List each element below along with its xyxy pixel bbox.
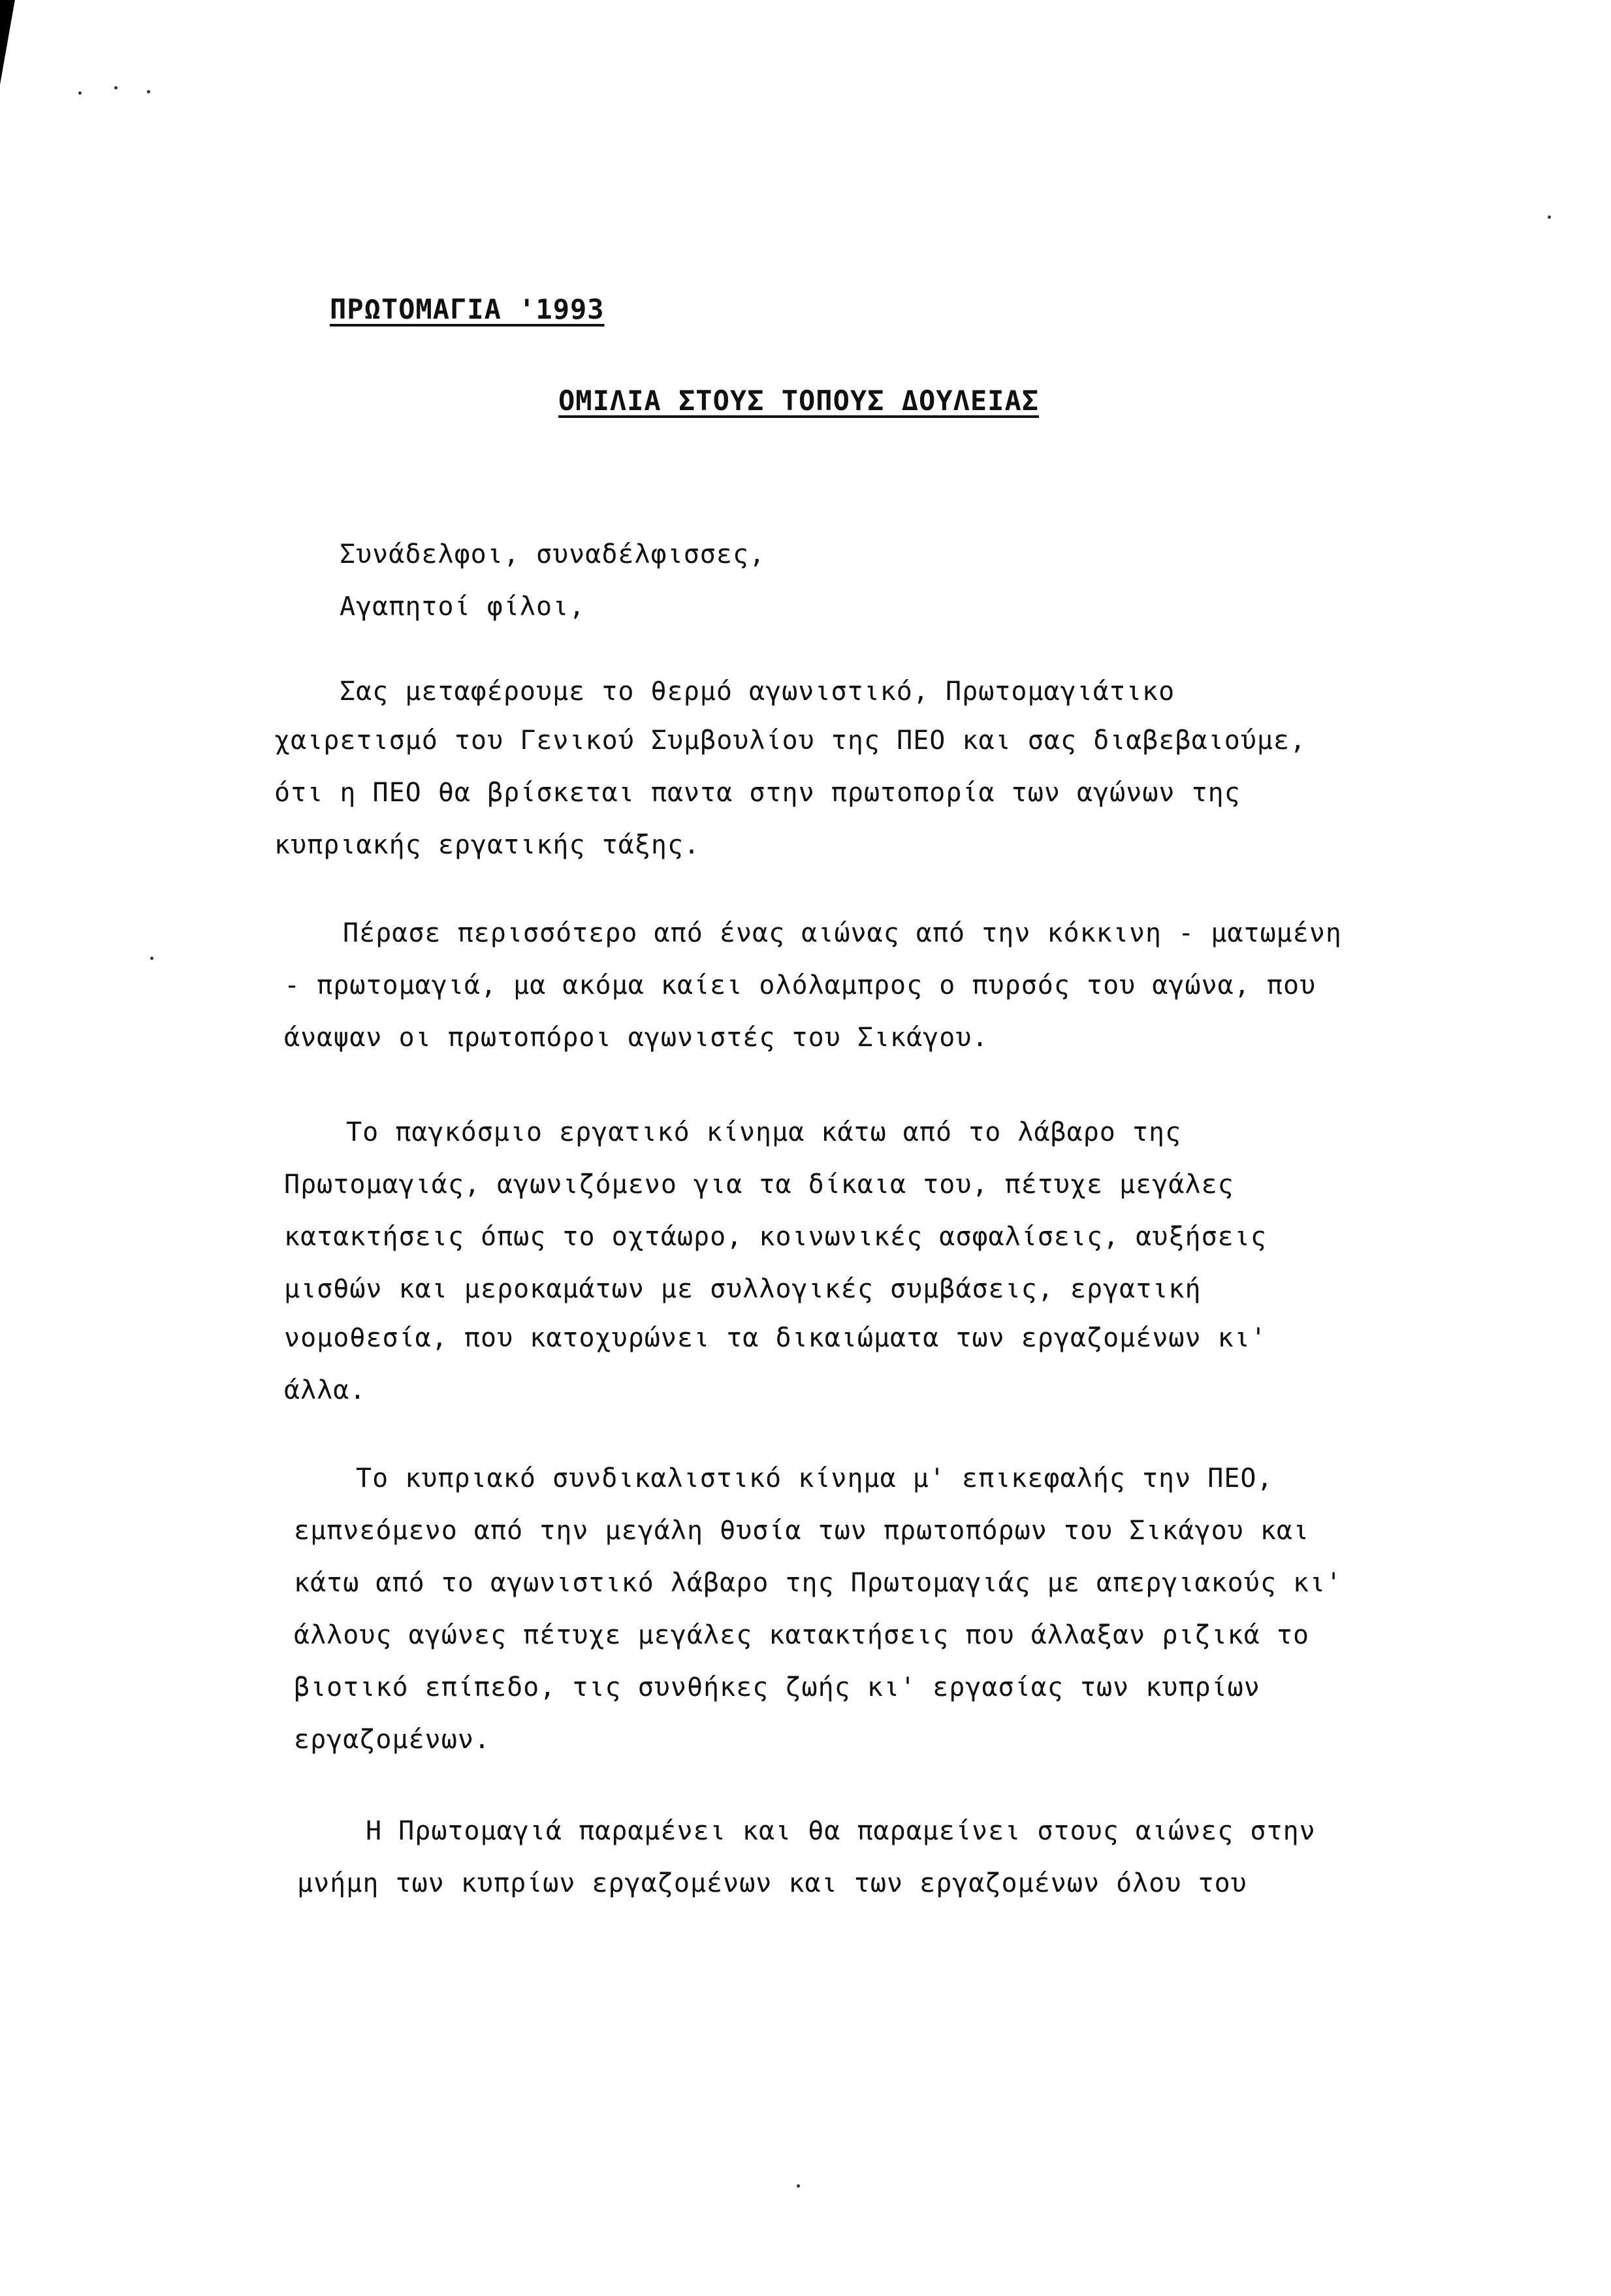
scan-speck — [78, 91, 82, 95]
document-title: ΠΡΩΤΟΜΑΓΙΑ '1993 — [330, 293, 605, 325]
scan-edge-shadow — [0, 0, 20, 98]
paragraph-line: Η Πρωτομαγιά παραμένει και θα παραμείνει στους αιώνες στην — [366, 1816, 1316, 1846]
paragraph-line: κάτω από το αγωνιστικό λάβαρο της Πρωτομαγιάς με απεργιακούς κι' — [294, 1568, 1343, 1598]
paragraph-line: άλλους αγώνες πέτυχε μεγάλες κατακτήσεις που άλλαξαν ριζικά το — [294, 1620, 1310, 1650]
paragraph-line: - πρωτομαγιά, μα ακόμα καίει ολόλαμπρος ο πυρσός του αγώνα, που — [284, 970, 1316, 1000]
paragraph-line: Το κυπριακό συνδικαλιστικό κίνημα μ' επικεφαλής την ΠΕΟ, — [356, 1463, 1273, 1493]
paragraph-line: Πέρασε περισσότερο από ένας αιώνας από την κόκκινη - ματωμένη — [343, 918, 1343, 948]
scan-speck — [150, 957, 153, 960]
paragraph-line: κατακτήσεις όπως το οχτάωρο, κοινωνικές ασφαλίσεις, αυξήσεις — [284, 1222, 1267, 1252]
scan-speck — [797, 2184, 800, 2188]
paragraph-line: μνήμη των κυπρίων εργαζομένων και των εργαζομένων όλου του — [297, 1868, 1247, 1898]
paragraph-line: άναψαν οι πρωτοπόροι αγωνιστές του Σικάγου. — [284, 1023, 989, 1053]
greeting-line: Συνάδελφοι, συναδέλφισσες, — [340, 539, 766, 569]
document-subtitle: ΟΜΙΛΙΑ ΣΤΟΥΣ ΤΟΠΟΥΣ ΔΟΥΛΕΙΑΣ — [558, 385, 1040, 417]
paragraph-line: άλλα. — [284, 1375, 366, 1405]
paragraph-line: ότι η ΠΕΟ θα βρίσκεται παντα στην πρωτοπορία των αγώνων της — [274, 778, 1241, 808]
scan-speck — [147, 90, 150, 93]
paragraph-line: νομοθεσία, που κατοχυρώνει τα δικαιώματα των εργαζομένων κι' — [284, 1323, 1267, 1353]
paragraph-line: μισθών και μεροκαμάτων με συλλογικές συμβάσεις, εργατική — [284, 1274, 1202, 1304]
paragraph-line: Το παγκόσμιο εργατικό κίνημα κάτω από το λάβαρο της — [346, 1117, 1182, 1147]
paragraph-line: χαιρετισμό του Γενικού Συμβουλίου της ΠΕΟ και σας διαβεβαιούμε, — [274, 725, 1307, 756]
greeting-line: Αγαπητοί φίλοι, — [340, 592, 586, 622]
paragraph-line: εμπνεόμενο από την μεγάλη θυσία των πρωτοπόρων του Σικάγου και — [294, 1516, 1310, 1546]
paragraph-line: κυπριακής εργατικής τάξης. — [274, 830, 701, 860]
paragraph-line: Σας μεταφέρουμε το θερμό αγωνιστικό, Πρωτομαγιάτικο — [340, 677, 1175, 707]
scan-speck — [114, 86, 118, 89]
scan-speck — [1548, 215, 1551, 219]
paragraph-line: Πρωτομαγιάς, αγωνιζόμενο για τα δίκαια του, πέτυχε μεγάλες — [284, 1170, 1234, 1200]
paragraph-line: βιοτικό επίπεδο, τις συνθήκες ζωής κι' εργασίας των κυπρίων — [294, 1672, 1260, 1702]
paragraph-line: εργαζομένων. — [294, 1725, 490, 1755]
